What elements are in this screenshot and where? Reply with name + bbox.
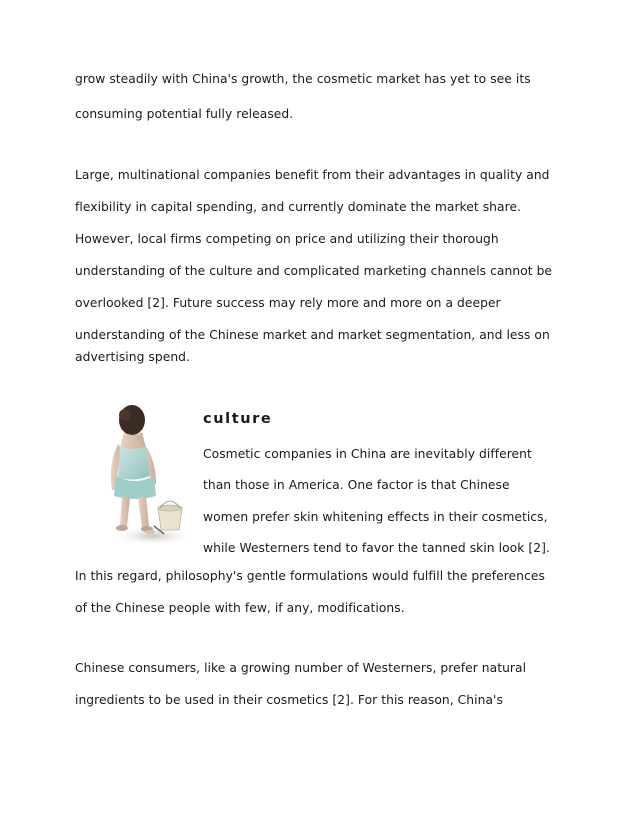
text-line: However, local firms competing on price and utilizing their thorough (75, 232, 499, 246)
text-line: women prefer skin whitening effects in their cosmetics, (203, 510, 548, 524)
child-photo (98, 398, 194, 548)
text-line: Large, multinational companies benefit from their advantages in quality and (75, 168, 550, 182)
text-line: advertising spend. (75, 350, 190, 364)
text-line: grow steadily with China's growth, the cosmetic market has yet to see its (75, 72, 531, 86)
text-line: flexibility in capital spending, and currently dominate the market share. (75, 200, 522, 214)
text-line: understanding of the culture and complicated marketing channels cannot be (75, 264, 553, 278)
text-line: of the Chinese people with few, if any, modifications. (75, 601, 405, 615)
section-heading: culture (203, 411, 273, 427)
text-line: than those in America. One factor is that Chinese (203, 478, 510, 492)
text-line: Cosmetic companies in China are inevitably different (203, 447, 532, 461)
text-line: In this regard, philosophy's gentle formulations would fulfill the preferences (75, 569, 545, 583)
text-line: Chinese consumers, like a growing number of Westerners, prefer natural (75, 661, 527, 675)
text-line: consuming potential fully released. (75, 107, 294, 121)
text-line: ingredients to be used in their cosmetics [2]. For this reason, China's (75, 693, 503, 707)
text-line: while Westerners tend to favor the tanned skin look [2]. (203, 541, 550, 555)
text-line: overlooked [2]. Future success may rely more and more on a deeper (75, 296, 501, 310)
text-line: understanding of the Chinese market and market segmentation, and less on (75, 328, 550, 342)
